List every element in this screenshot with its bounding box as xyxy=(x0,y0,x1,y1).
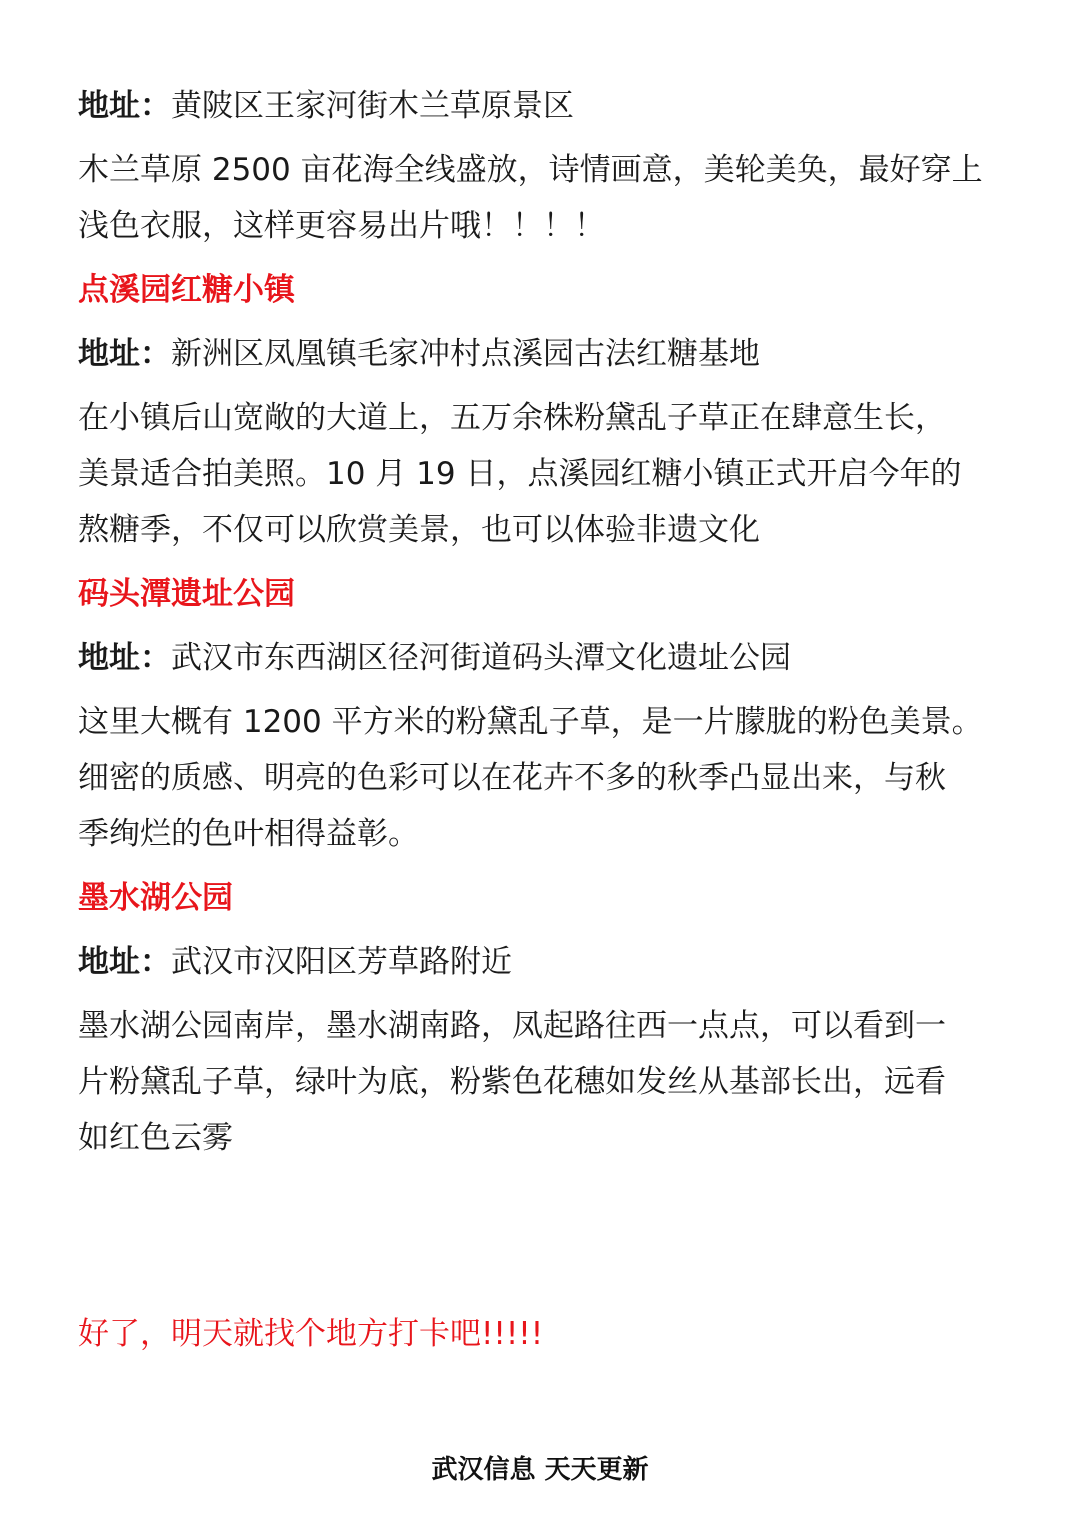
paragraph-line: 在小镇后山宽敞的大道上，五万余株粉黛乱子草正在肆意生长， xyxy=(78,400,946,436)
paragraph-line: 美景适合拍美照。10 月 19 日，点溪园红糖小镇正式开启今年的 xyxy=(78,456,962,492)
paragraph-line: 墨水湖公园南岸，墨水湖南路，凤起路往西一点点，可以看到一 xyxy=(78,1008,946,1044)
address-text: 武汉市汉阳区芳草路附近 xyxy=(171,944,512,980)
paragraph-line: 熬糖季，不仅可以欣赏美景，也可以体验非遗文化 xyxy=(78,512,760,548)
address-label: 地址： xyxy=(78,88,171,124)
paragraph-line: 片粉黛乱子草，绿叶为底，粉紫色花穗如发丝从基部长出，远看 xyxy=(78,1064,946,1100)
section-title: 点溪园红糖小镇 xyxy=(78,272,295,308)
address-line xyxy=(78,326,1018,382)
paragraph-line: 这里大概有 1200 平方米的粉黛乱子草，是一片朦胧的粉色美景。 xyxy=(78,704,983,740)
article-body xyxy=(78,78,1018,1166)
paragraph-line: 浅色衣服，这样更容易出片哦！！！！ xyxy=(78,208,605,244)
address-text: 黄陂区王家河街木兰草原景区 xyxy=(171,88,574,124)
address-text: 新洲区凤凰镇毛家冲村点溪园古法红糖基地 xyxy=(171,336,760,372)
paragraph-line: 如红色云雾 xyxy=(78,1120,233,1156)
address-line xyxy=(78,78,1018,134)
address-label: 地址： xyxy=(78,944,171,980)
address-line xyxy=(78,630,1018,686)
section-title: 墨水湖公园 xyxy=(78,880,233,916)
paragraph-line: 季绚烂的色叶相得益彰。 xyxy=(78,816,419,852)
closing-line: 好了，明天就找个地方打卡吧!!!!! xyxy=(78,1316,544,1352)
address-label: 地址： xyxy=(78,640,171,676)
paragraph-line: 木兰草原 2500 亩花海全线盛放，诗情画意，美轮美奂，最好穿上 xyxy=(78,152,983,188)
address-line xyxy=(78,934,1018,990)
paragraph-line: 细密的质感、明亮的色彩可以在花卉不多的秋季凸显出来，与秋 xyxy=(78,760,946,796)
address-label: 地址： xyxy=(78,336,171,372)
address-text: 武汉市东西湖区径河街道码头潭文化遗址公园 xyxy=(171,640,791,676)
footer-tagline: 武汉信息 天天更新 xyxy=(431,1455,649,1485)
section-title: 码头潭遗址公园 xyxy=(78,576,295,612)
